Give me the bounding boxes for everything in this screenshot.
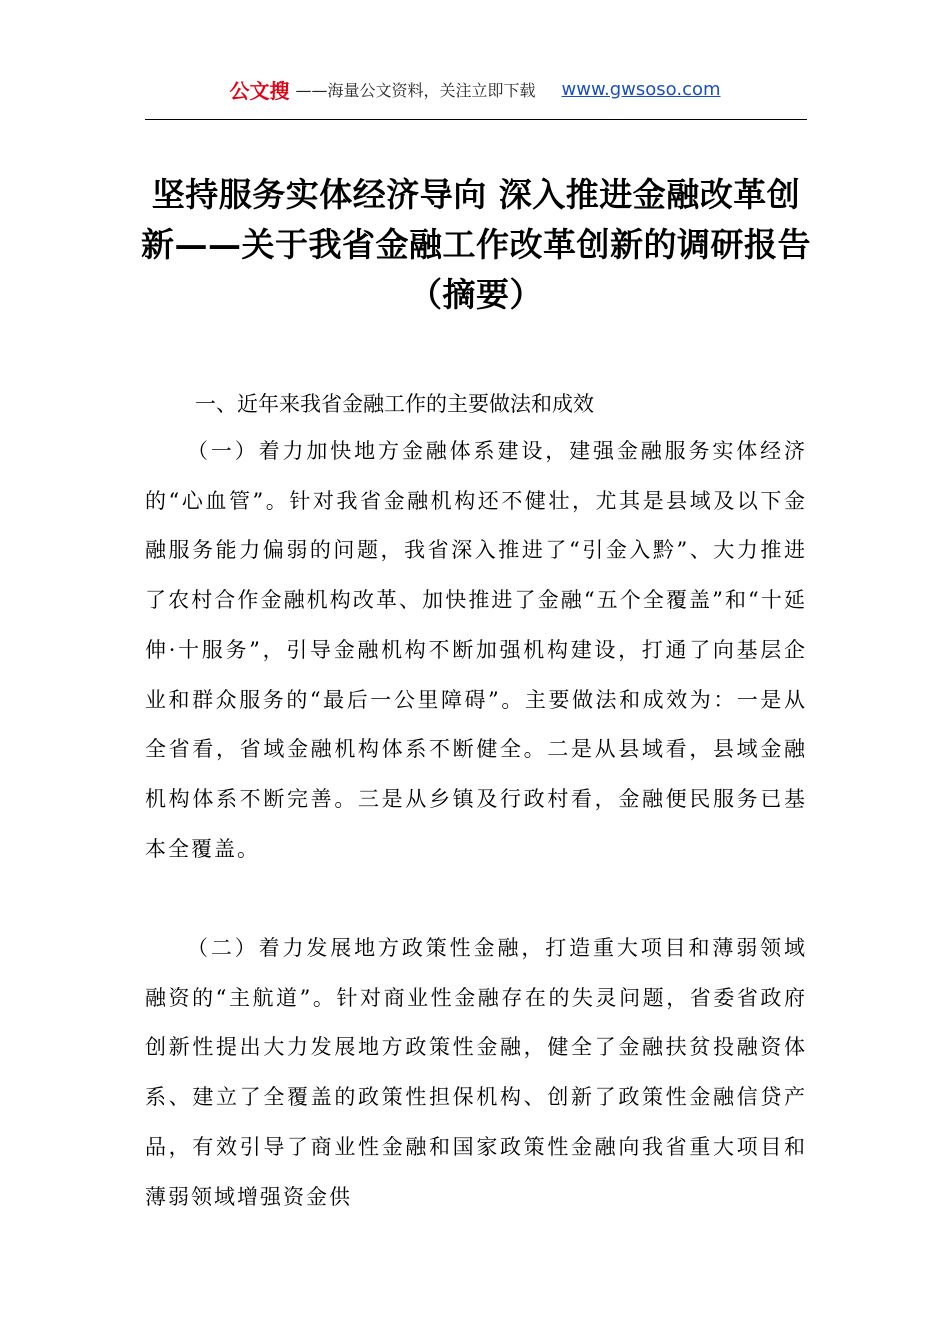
paragraph-1: （一）着力加快地方金融体系建设，建强金融服务实体经济的“心血管”。针对我省金融机构还不健壮，尤其是县域及以下金融服务能力偏弱的问题，我省深入推进了“引金入黔”、大力推进了农村合作金融机构改革、加快推进了金融“五个全覆盖”和“十延伸·十服务”，引导金融机构不断加强机构建设，打通了向基层企业和群众服务的“最后一公里障碍”。主要做法和成效为：一是从全省看，省域金融机构体系不断健全。二是从县域看，县域金融机构体系不断完善。三是从乡镇及行政村看，金融便民服务已基本全覆盖。 — [145, 439, 807, 861]
brand-logo-text[interactable]: 公文搜 — [229, 78, 290, 103]
header-slogan: ——海量公文资料，关注立即下载 — [295, 80, 536, 100]
site-header — [0, 74, 950, 104]
site-link[interactable]: www.gwsoso.com — [561, 78, 721, 100]
paragraph-2: （二）着力发展地方政策性金融，打造重大项目和薄弱领域融资的“主航道”。针对商业性金融存在的失灵问题，省委省政府创新性提出大力发展地方政策性金融，健全了金融扶贫投融资体系、建立了全覆盖的政策性担保机构、创新了政策性金融信贷产品，有效引导了商业性金融和国家政策性金融向我省重大项目和薄弱领域增强资金供 — [145, 936, 807, 1209]
header-divider — [145, 119, 807, 120]
section-heading: 一、近年来我省金融工作的主要做法和成效 — [195, 392, 594, 416]
document-title: 坚持服务实体经济导向 深入推进金融改革创新——关于我省金融工作改革创新的调研报告（摘要） — [141, 175, 811, 314]
